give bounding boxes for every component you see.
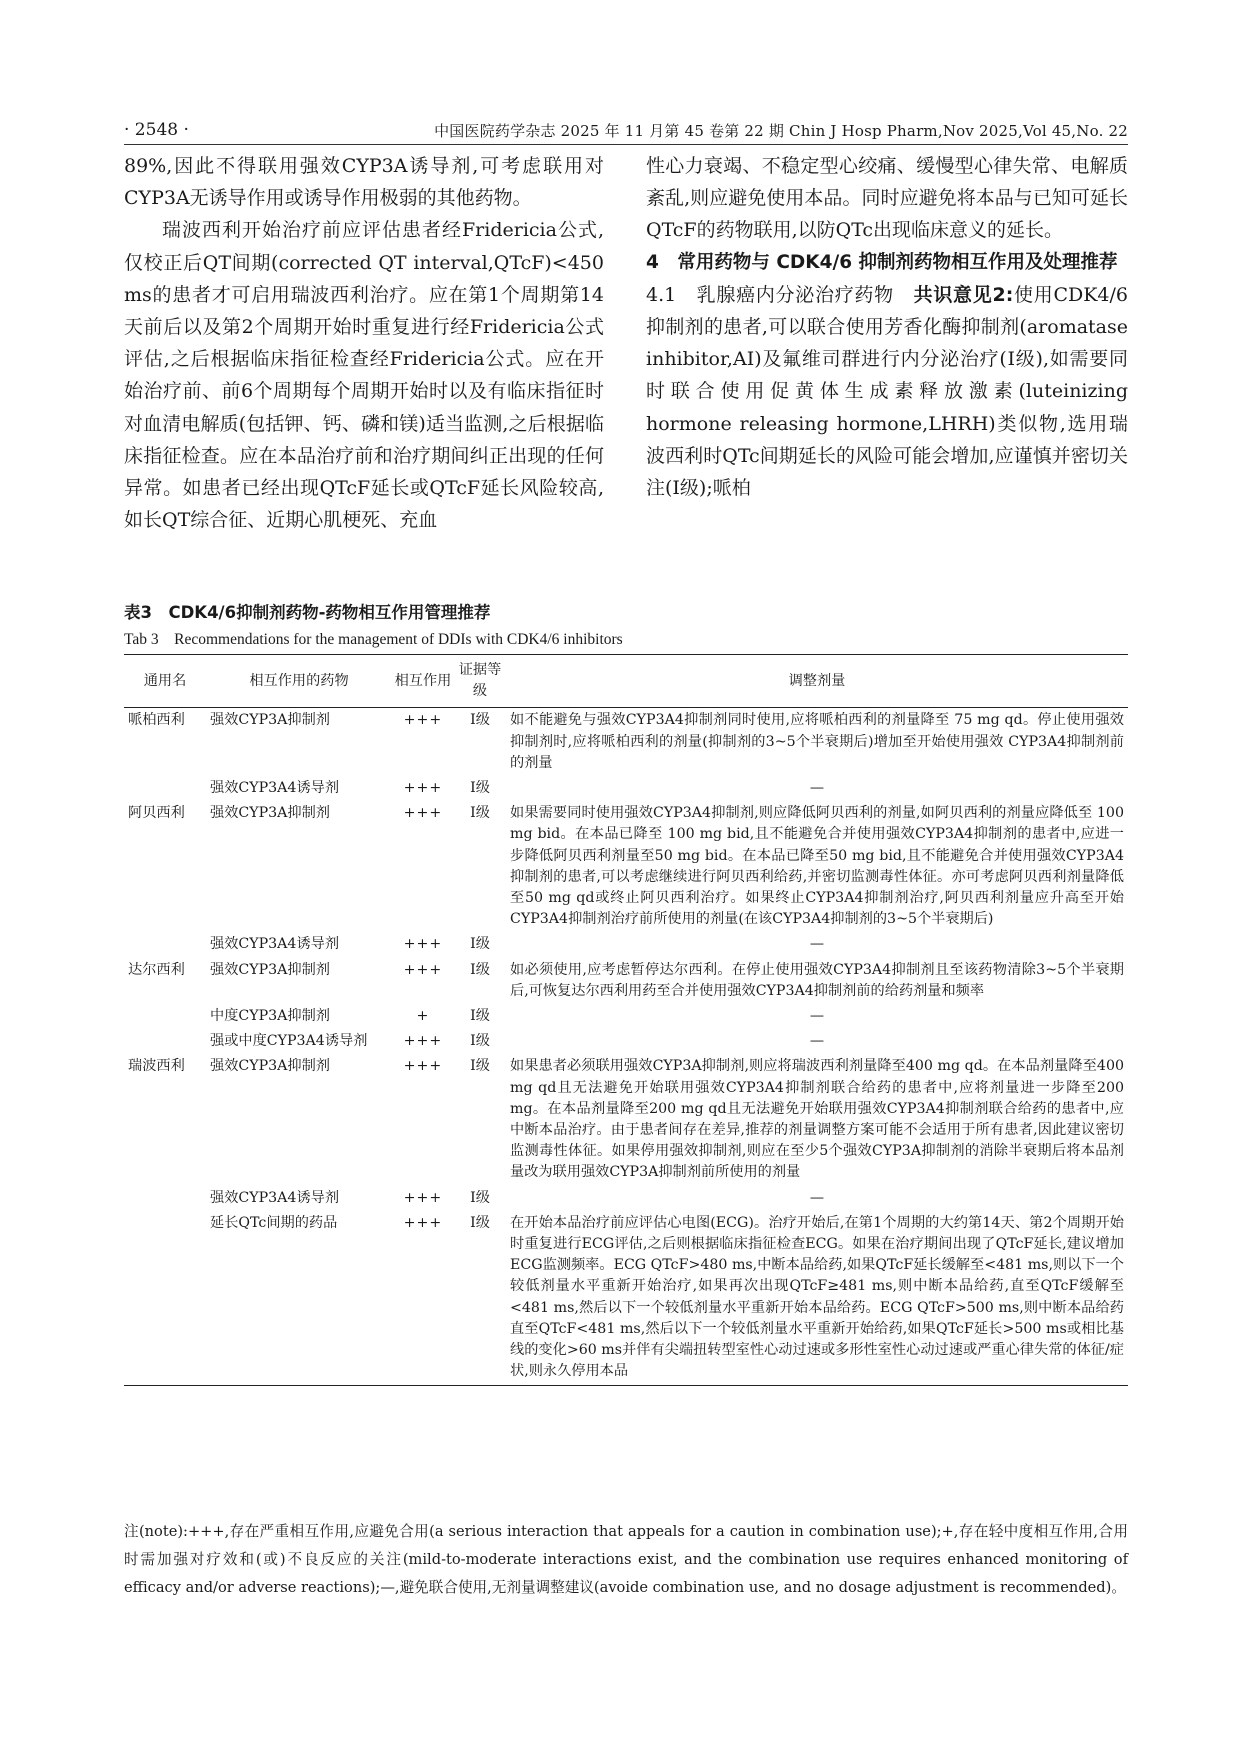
cell-evidence-level: Ⅰ级 [470,712,490,729]
table-label: 表3 [124,603,152,622]
cell-evidence-level: Ⅰ级 [470,961,490,978]
section-4-heading: 4 常用药物与 CDK4/6 抑制剂药物相互作用及处理推荐 [646,251,1118,273]
cell-dose-adjustment: 如必须使用,应考虑暂停达尔西利。在停止使用强效CYP3A4抑制剂且至该药物清除3~5个半衰期后,可恢复达尔西利用药至合并使用强效CYP3A4抑制剂前的给药剂量和频率 [510,961,1124,999]
table-row [124,1054,1128,1185]
right-column [646,150,1128,504]
table-row [124,801,1128,932]
cell-generic-name: 达尔西利 [128,961,185,978]
table-caption-cn [124,599,490,623]
cell-dose-adjustment: — [809,1033,825,1050]
table-caption-en: Tab 3 Recommendations for the management of DDIs with CDK4/6 inhibitors [124,631,623,648]
cell-interaction: +++ [403,780,443,797]
header-generic-name: 通用名 [143,672,187,689]
cell-generic-name [124,1211,206,1385]
table-row [124,1211,1128,1385]
cell-evidence-level: Ⅰ级 [470,1189,490,1206]
cell-dose-adjustment: — [809,780,825,797]
cell-interacting-drug: 强效CYP3A4诱导剂 [210,1189,340,1206]
left-paragraph-2: 瑞波西利开始治疗前应评估患者经Fridericia公式,仅校正后QT间期(corrected QT interval,QTcF)<450 ms的患者才可启用瑞波西利治疗。应在第1个周期第14天前后以及第2个周期开始时重复进行经Fridericia公式评估,之后根据临床指征检查经Fridericia公式。应在开始治疗前、前6个周期每个周期开始时以及有临床指征时对血清电解质(包括钾、钙、磷和镁)适当监测,之后根据临床指征检查。应在本品治疗前和治疗期间纠正出现的任何异常。如患者已经出现QTcF延长或QTcF延长风险较高,如长QT综合征、近期心肌梗死、充血 [124,219,604,532]
cell-interacting-drug: 强效CYP3A抑制剂 [210,805,330,822]
header-evidence-level: 证据等级 [458,662,502,700]
cell-interaction: +++ [403,805,443,822]
cell-interacting-drug: 强效CYP3A抑制剂 [210,712,330,729]
table-row [124,708,1128,776]
page-number: · 2548 · [124,120,189,140]
cell-generic-name [124,1004,206,1029]
table-title-cn: CDK4/6抑制剂药物-药物相互作用管理推荐 [168,603,491,622]
cell-evidence-level: Ⅰ级 [470,1033,490,1050]
section-4-1-title: 4.1 乳腺癌内分泌治疗药物 [646,283,894,306]
consensus-label: 共识意见2: [913,283,1014,306]
cell-interacting-drug: 强效CYP3A4诱导剂 [210,936,340,953]
cell-evidence-level: Ⅰ级 [470,936,490,953]
cell-interacting-drug: 强或中度CYP3A4诱导剂 [210,1033,368,1050]
table-row [124,1004,1128,1029]
ddi-table [124,654,1128,1386]
left-paragraph-1: 89%,因此不得联用强效CYP3A诱导剂,可考虑联用对CYP3A无诱导作用或诱导作用极弱的其他药物。 [124,155,604,210]
cell-interaction: +++ [403,1033,443,1050]
cell-interaction: +++ [403,1214,443,1231]
header-interacting-drug: 相互作用的药物 [249,672,349,689]
right-paragraph-1: 性心力衰竭、不稳定型心绞痛、缓慢型心律失常、电解质紊乱,则应避免使用本品。同时应避免将本品与已知可延长QTcF的药物联用,以防QTc出现临床意义的延长。 [646,155,1128,242]
cell-generic-name: 哌柏西利 [128,712,185,729]
table-row [124,776,1128,801]
header-dose-adjustment: 调整剂量 [788,672,846,689]
cell-evidence-level: Ⅰ级 [470,1058,490,1075]
cell-dose-adjustment: 在开始本品治疗前应评估心电图(ECG)。治疗开始后,在第1个周期的大约第14天、第2个周期开始时重复进行ECG评估,之后则根据临床指征检查ECG。如果在治疗期间出现了QTcF延长,建议增加ECG监测频率。ECG QTcF>480 ms,中断本品给药,如果QTcF延长缓解至<481 ms,则以下一个较低剂量水平重新开始治疗,如果再次出现QTcF≥481 ms,则中断本品给药,直至QTcF缓解至<481 ms,然后以下一个较低剂量水平重新开始本品给药。ECG QTcF>500 ms,则中断本品给药直至QTcF<481 ms,然后以下一个较低剂量水平重新开始给药,如果QTcF延长>500 ms或相比基线的变化>60 ms并伴有尖端扭转型室性心动过速或多形性室性心动过速或严重心律失常的体征/症状,则永久停用本品 [510,1214,1124,1380]
cell-interaction: +++ [403,936,443,953]
cell-generic-name: 阿贝西利 [128,805,185,822]
cell-dose-adjustment: 如不能避免与强效CYP3A4抑制剂同时使用,应将哌柏西利的剂量降至 75 mg qd。停止使用强效抑制剂时,应将哌柏西利的剂量(抑制剂的3~5个半衰期后)增加至开始使用强效 CYP3A4抑制剂前的剂量 [510,712,1124,771]
cell-generic-name [124,932,206,957]
cell-interaction: +++ [403,1189,443,1206]
table-row [124,932,1128,957]
cell-evidence-level: Ⅰ级 [470,805,490,822]
cell-dose-adjustment: — [809,1008,825,1025]
table-row [124,1186,1128,1211]
cell-interaction: +++ [403,1058,443,1075]
cell-interaction: +++ [403,712,443,729]
cell-interacting-drug: 延长QTc间期的药品 [210,1214,338,1231]
table-header-row [124,655,1128,708]
table-note: 注(note):+++,存在严重相互作用,应避免合用(a serious interaction that appeals for a caution in combination use);+,存在轻中度相互作用,合用时需加强对疗效和(或)不良反应的关注(mild-to-moderate interactions exist, and the combination use requires enhanced monitoring of efficacy and/or adverse reactions);—,避免联合使用,无剂量调整建议(avoide combination use, and no dosage adjustment is recommended)。 [124,1523,1128,1596]
cell-dose-adjustment: 如果需要同时使用强效CYP3A4抑制剂,则应降低阿贝西利的剂量,如阿贝西利的剂量应降低至 100 mg bid。在本品已降至 100 mg bid,且不能避免合并使用强效CYP3A4抑制剂的患者中,应进一步降低阿贝西利剂量至50 mg bid。在本品已降至50 mg bid,且不能避免合并使用强效CYP3A4抑制剂的患者,可以考虑继续进行阿贝西利给药,并密切监测毒性体征。亦可考虑阿贝西利剂量降低至50 mg qd或终止阿贝西利治疗。如果终止CYP3A4抑制剂治疗,阿贝西利剂量应升高至开始CYP3A4抑制剂治疗前所使用的剂量(在该CYP3A4抑制剂的3~5个半衰期后) [510,805,1124,928]
cell-generic-name [124,776,206,801]
journal-header: 中国医院药学杂志 2025 年 11 月第 45 卷第 22 期 Chin J Hosp Pharm,Nov 2025,Vol 45,No. 22 [434,122,1128,140]
cell-dose-adjustment: 如果患者必须联用强效CYP3A抑制剂,则应将瑞波西利剂量降至400 mg qd。在本品剂量降至400 mg qd且无法避免开始联用强效CYP3A4抑制剂联合给药的患者中,应将剂量进一步降至200 mg。在本品剂量降至200 mg qd且无法避免开始联用强效CYP3A4抑制剂联合给药的患者中,应中断本品治疗。由于患者间存在差异,推荐的剂量调整方案可能不会适用于所有患者,因此建议密切监测毒性体征。如果停用强效抑制剂,则应在至少5个强效CYP3A抑制剂的消除半衰期后将本品剂量改为联用强效CYP3A抑制剂前所使用的剂量 [510,1058,1124,1181]
cell-dose-adjustment: — [809,1189,825,1206]
cell-dose-adjustment: — [809,936,825,953]
cell-interacting-drug: 中度CYP3A抑制剂 [210,1008,330,1025]
cell-interacting-drug: 强效CYP3A抑制剂 [210,961,330,978]
table-row [124,1029,1128,1054]
cell-interaction: + [416,1008,430,1025]
cell-interacting-drug: 强效CYP3A抑制剂 [210,1058,330,1075]
header-interaction: 相互作用 [394,672,452,689]
cell-generic-name: 瑞波西利 [128,1058,185,1075]
cell-generic-name [124,1029,206,1054]
section-4-1-paragraph [646,279,1128,504]
cell-evidence-level: Ⅰ级 [470,780,490,797]
cell-evidence-level: Ⅰ级 [470,1008,490,1025]
table-row [124,958,1128,1004]
cell-evidence-level: Ⅰ级 [470,1214,490,1231]
cell-interacting-drug: 强效CYP3A4诱导剂 [210,780,340,797]
cell-generic-name [124,1186,206,1211]
section-4-1-text: 使用CDK4/6抑制剂的患者,可以联合使用芳香化酶抑制剂(aromatase inhibitor,AI)及氟维司群进行内分泌治疗(Ⅰ级),如需要同时联合使用促黄体生成素释放激素(luteinizing hormone releasing hormone,LHRH)类似物,选用瑞波西利时QTc间期延长的风险可能会增加,应谨慎并密切关注(Ⅰ级);哌柏 [646,283,1128,500]
cell-interaction: +++ [403,961,443,978]
left-column [124,150,604,536]
header-rule [124,144,1128,145]
